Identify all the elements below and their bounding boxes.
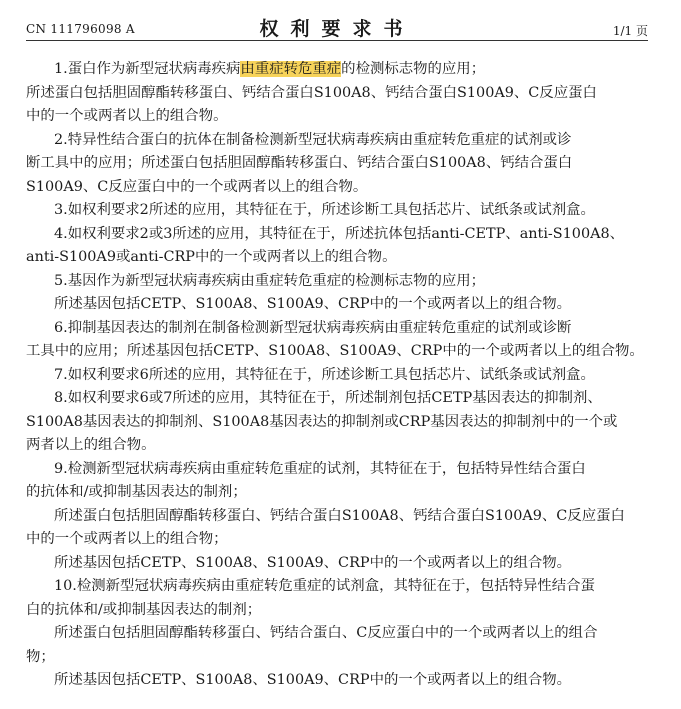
- claim-text: S100A8基因表达的抑制剂、S100A8基因表达的抑制剂或CRP基因表达的抑制剂中的一个或: [26, 413, 618, 430]
- claim-text: 断工具中的应用；所述蛋白包括胆固醇酯转移蛋白、钙结合蛋白S100A8、钙结合蛋白: [26, 155, 573, 171]
- claim-text: 物；: [26, 648, 55, 665]
- claim-text: 3.如权利要求2所述的应用，其特征在于，所述诊断工具包括芯片、试纸条或试剂盒。: [54, 202, 595, 218]
- claim-text: S100A9、C反应蛋白中的一个或两者以上的组合物。: [26, 178, 368, 195]
- claim-line: [26, 646, 648, 670]
- claim-line: [26, 293, 648, 317]
- claim-line: [26, 176, 648, 200]
- claim-text: 2.特异性结合蛋白的抗体在制备检测新型冠状病毒疾病由重症转危重症的试剂或诊: [54, 131, 572, 148]
- claim-text: 7.如权利要求6所述的应用，其特征在于，所述诊断工具包括芯片、试纸条或试剂盒。: [54, 366, 595, 383]
- claim-line: [26, 599, 648, 623]
- claim-text: 两者以上的组合物。: [26, 437, 156, 453]
- claim-text: 白的抗体和/或抑制基因表达的制剂；: [26, 601, 262, 618]
- claim-line: [26, 458, 648, 482]
- claim-text: 所述基因包括CETP、S100A8、S100A9、CRP中的一个或两者以上的组合物。: [54, 554, 572, 571]
- claim-line: [26, 622, 648, 646]
- claim-line: [26, 152, 648, 176]
- claim-line: [26, 481, 648, 505]
- claim-line: [26, 105, 648, 129]
- claim-text: anti-S100A9或anti-CRP中的一个或两者以上的组合物。: [26, 249, 397, 265]
- claim-text: 的检测标志物的应用；: [341, 61, 486, 77]
- claim-line: [26, 58, 648, 82]
- claim-text: 10.检测新型冠状病毒疾病由重症转危重症的试剂盒，其特征在于，包括特异性结合蛋: [54, 578, 595, 594]
- claim-text: 的抗体和/或抑制基因表达的制剂；: [26, 484, 247, 500]
- claim-line: [26, 528, 648, 552]
- claim-text: 所述基因包括CETP、S100A8、S100A9、CRP中的一个或两者以上的组合物。: [54, 672, 572, 688]
- claim-text: 6.抑制基因表达的制剂在制备检测新型冠状病毒疾病由重症转危重症的试剂或诊断: [54, 319, 572, 336]
- claim-line: [26, 129, 648, 153]
- claim-text: 所述蛋白包括胆固醇酯转移蛋白、钙结合蛋白S100A8、钙结合蛋白S100A9、C反应蛋白: [26, 84, 597, 101]
- claim-line: [26, 270, 648, 294]
- publication-number: CN 111796098 A: [26, 22, 135, 36]
- claim-text: 所述蛋白包括胆固醇酯转移蛋白、钙结合蛋白、C反应蛋白中的一个或两者以上的组合: [54, 625, 598, 641]
- claim-line: [26, 434, 648, 458]
- claim-line: [26, 411, 648, 435]
- claim-line: [26, 82, 648, 106]
- claim-line: [26, 505, 648, 529]
- page-header: [26, 14, 648, 41]
- highlighted-text: 由重症转危重症: [240, 61, 342, 77]
- claim-text: 9.检测新型冠状病毒疾病由重症转危重症的试剂，其特征在于，包括特异性结合蛋白: [54, 460, 586, 477]
- claim-line: [26, 199, 648, 223]
- claim-line: [26, 223, 648, 247]
- claim-line: [26, 552, 648, 576]
- claim-line: [26, 575, 648, 599]
- claim-text: 中的一个或两者以上的组合物。: [26, 108, 228, 124]
- claim-line: [26, 246, 648, 270]
- claim-text: 所述基因包括CETP、S100A8、S100A9、CRP中的一个或两者以上的组合物。: [54, 296, 572, 312]
- claim-text: 中的一个或两者以上的组合物；: [26, 531, 228, 547]
- claim-line: [26, 669, 648, 693]
- claim-text: 4.如权利要求2或3所述的应用，其特征在于，所述抗体包括anti-CETP、anti-S100A8、: [54, 225, 625, 242]
- claim-text: 所述蛋白包括胆固醇酯转移蛋白、钙结合蛋白S100A8、钙结合蛋白S100A9、C反应蛋白: [54, 507, 625, 524]
- claim-line: [26, 387, 648, 411]
- claim-text: 1.蛋白作为新型冠状病毒疾病: [54, 61, 241, 77]
- claim-line: [26, 317, 648, 341]
- claims-body: [26, 58, 648, 693]
- page-indicator: 1/1 页: [612, 24, 648, 38]
- claim-text: 5.基因作为新型冠状病毒疾病由重症转危重症的检测标志物的应用；: [54, 272, 486, 289]
- claim-text: 工具中的应用；所述基因包括CETP、S100A8、S100A9、CRP中的一个或两者以上的组合物。: [26, 343, 644, 359]
- claim-line: [26, 364, 648, 388]
- claim-text: 8.如权利要求6或7所述的应用，其特征在于，所述制剂包括CETP基因表达的抑制剂、: [54, 390, 602, 406]
- claim-line: [26, 340, 648, 364]
- document-title: 权利要求书: [259, 18, 415, 40]
